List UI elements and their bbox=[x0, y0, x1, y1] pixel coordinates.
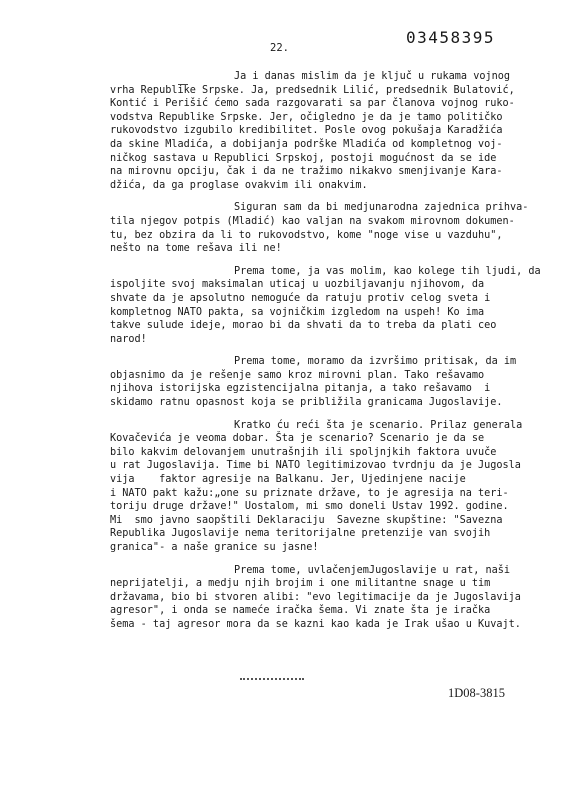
text-line: takve sulude ideje, morao bi da shvati da to treba da plati ceo bbox=[110, 320, 497, 332]
paragraph bbox=[110, 419, 530, 555]
text-line: državama, bio bi stvoren alibi: "evo legitimacije da je Jugoslavija bbox=[110, 591, 521, 603]
text-line: Kovačevića je veoma dobar. Šta je scenario? Scenario je da se bbox=[110, 433, 485, 445]
text-line: Mi smo javno saopštili Deklaraciju Savezne skupštine: "Savezna bbox=[110, 514, 503, 526]
text-line: skidamo ratnu opasnost koja se približila granicama Jugoslavije. bbox=[110, 397, 503, 409]
paragraph bbox=[110, 265, 541, 347]
text-line: nešto na tome rešava ili ne! bbox=[110, 243, 282, 255]
text-line: kompletnog NATO pakta, sa vojničkim izgledom na uspeh! Ko ima bbox=[110, 306, 485, 318]
text-line: ispoljite svoj maksimalan uticaj u uozbiljavanju njihovom, da bbox=[110, 279, 485, 291]
text-line: vija faktor agresije na Balkanu. Jer, Ujedinjene nacije bbox=[110, 474, 466, 486]
text-line: bilo kakvim delovanjem unutrašnjih ili spoljnjkih faktora uvuče bbox=[110, 446, 497, 458]
text-line: Republika Jugoslavije nema teritorijalne pretenzije van svojih bbox=[110, 528, 491, 540]
text-line: vrha Republike Srpske. Ja, predsednik Lilić, predsednik Bulatović, bbox=[110, 84, 515, 96]
text-line: šema - taj agresor mora da se kazni kao kada je Irak ušao u Kuvajt. bbox=[110, 618, 521, 630]
text-line: toriju druge države!" Uostalom, mi smo doneli Ustav 1992. godine. bbox=[110, 501, 509, 513]
text-line: u rat Jugoslavija. Time bi NATO legitimizovao tvrdnju da je Jugosla bbox=[110, 460, 521, 472]
text-line: ničkog sastava u Republici Srpskoj, postoji mogućnost da se ide bbox=[110, 152, 497, 164]
text-line: agresor", i onda se nameće iračka šema. Vi znate šta je iračka bbox=[110, 605, 491, 617]
text-line: Siguran sam da bi medjunarodna zajednica prihva- bbox=[234, 202, 529, 214]
text-line: Prema tome, ja vas molim, kao kolege tih ljudi, da bbox=[234, 265, 541, 277]
scan-smudge bbox=[240, 678, 304, 684]
text-line: i NATO pakt kažu:„one su priznate države, to je agresija na teri- bbox=[110, 487, 509, 499]
paragraph bbox=[110, 564, 530, 632]
text-line: na mirovnu opciju, čak i da ne tražimo nikakvo smenjivanje Kara- bbox=[110, 166, 503, 178]
text-line: Kratko ću reći šta je scenario. Prilaz generala bbox=[234, 419, 523, 431]
text-line: rukovodstvo izgubilo kredibilitet. Posle ovog pokušaja Karadžića bbox=[110, 125, 503, 137]
document-id-stamp: 03458395 bbox=[406, 28, 496, 47]
text-line: Prema tome, uvlačenjemJugoslavije u rat, naši bbox=[234, 564, 511, 576]
reference-code: 1D08-3815 bbox=[448, 686, 505, 700]
paragraph bbox=[110, 201, 530, 255]
page-number: 22. bbox=[270, 42, 289, 54]
text-line: tila njegov potpis (Mladić) kao valjan na svakom mirovnom dokumen- bbox=[110, 215, 515, 227]
text-line: Kontić i Perišić ćemo sada razgovarati sa par članova vojnog ruko- bbox=[110, 98, 515, 110]
text-line: vodstva Republike Srpske. Jer, očigledno je da je tamo političko bbox=[110, 111, 503, 123]
text-line: njihova istorijska egzistencijalna pitanja, a tako rešavamo i bbox=[110, 383, 491, 395]
text-line: Ja i danas mislim da je ključ u rukama vojnog bbox=[234, 71, 511, 82]
paragraph bbox=[110, 70, 530, 192]
text-line: džića, da ga proglase ovakvim ili onakvim. bbox=[110, 179, 368, 191]
text-line: neprijatelji, a medju njih brojim i one militantne snage u tim bbox=[110, 578, 491, 590]
text-line: da skine Mladića, a dobijanja podrške Mladića od kompletnog voj- bbox=[110, 138, 503, 150]
text-line: Prema tome, moramo da izvršimo pritisak, da im bbox=[234, 356, 517, 368]
document-body bbox=[110, 70, 541, 641]
text-line: narod! bbox=[110, 333, 147, 345]
text-line: tu, bez obzira da li to rukovodstvo, kome "noge vise u vazduhu", bbox=[110, 229, 503, 241]
text-line: shvate da je apsolutno nemoguće da ratuju protiv celog sveta i bbox=[110, 292, 491, 304]
text-line: objasnimo da je rešenje samo kroz mirovni plan. Tako rešavamo bbox=[110, 369, 485, 381]
paragraph bbox=[110, 355, 530, 409]
text-line: granica"- a naše granice su jasne! bbox=[110, 542, 319, 553]
